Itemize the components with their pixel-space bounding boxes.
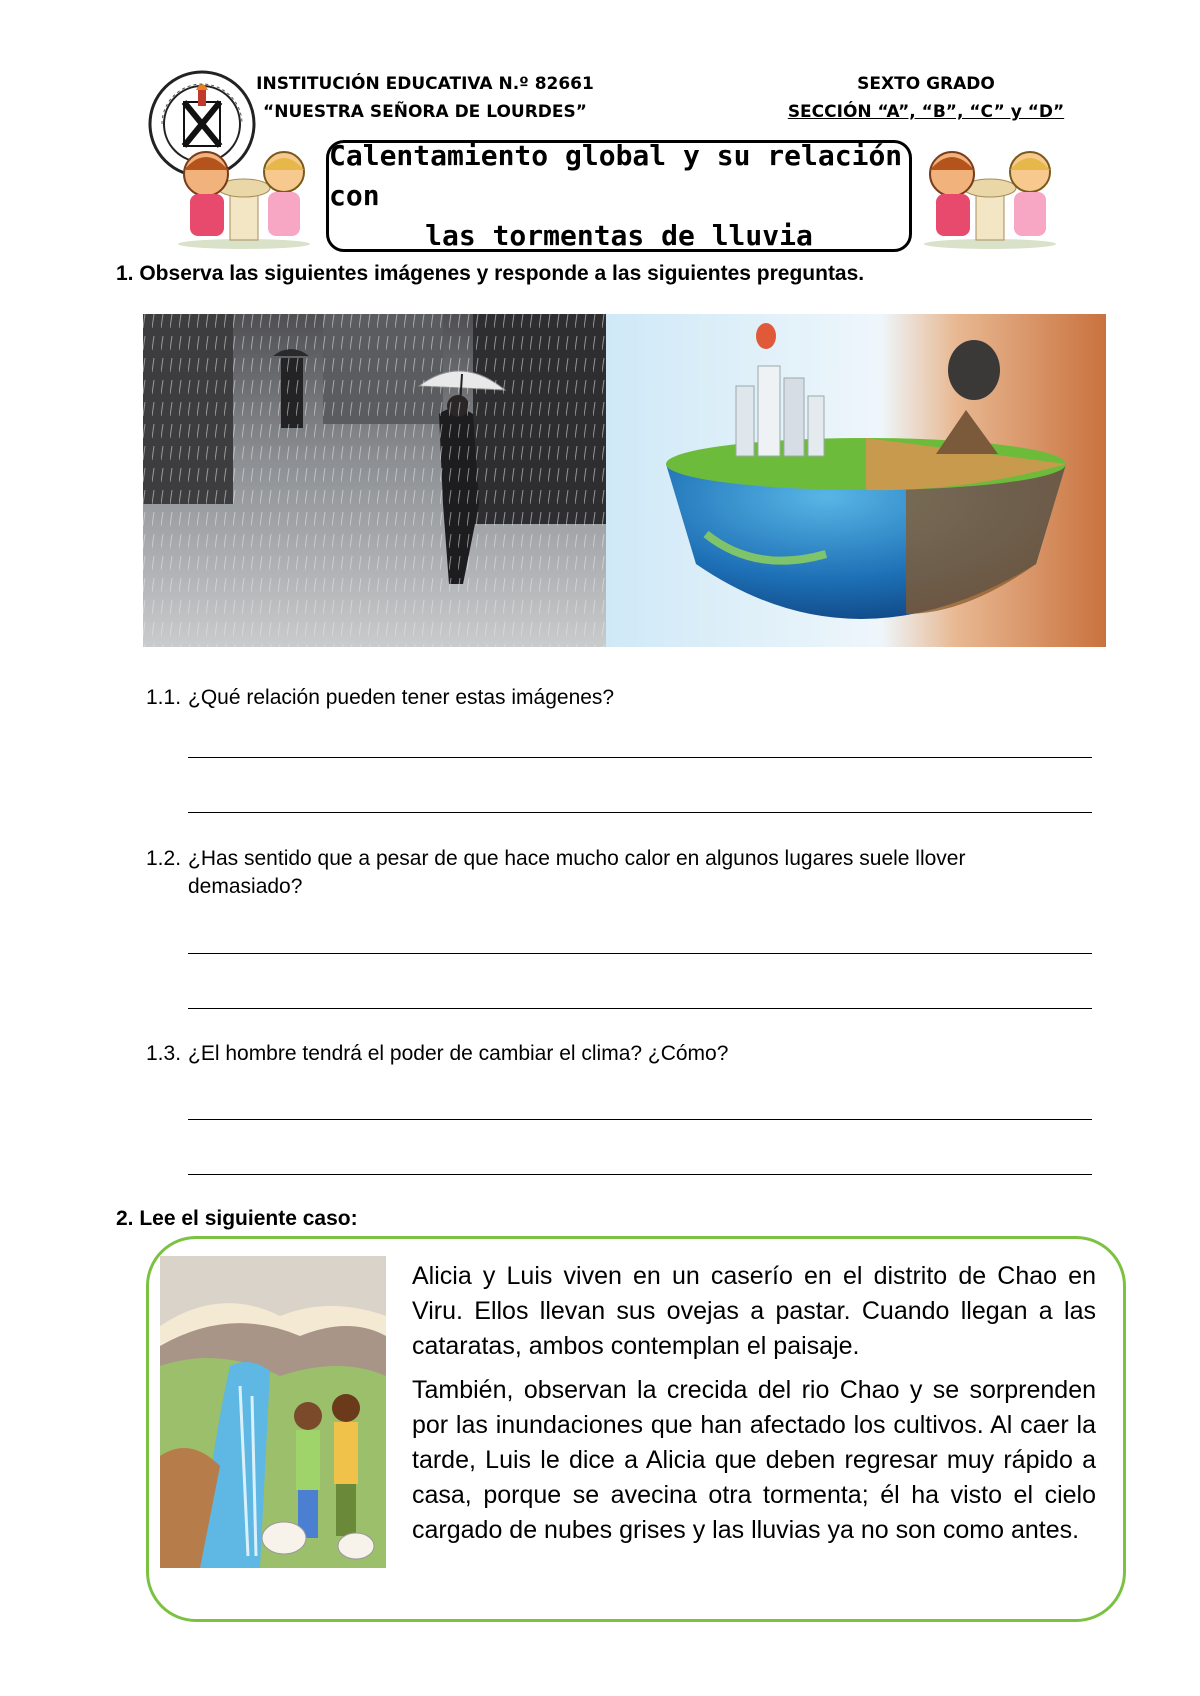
section2-heading: 2. Lee el siguiente caso: (116, 1207, 358, 1230)
section-label: SECCIÓN “A”, “B”, “C” y “D” (787, 102, 1065, 122)
question-1-2-number: 1.2. (146, 847, 182, 870)
story-paragraph-1: Alicia y Luis viven en un caserío en el distrito de Chao en Viru. Ellos llevan sus ovejas a pastar. Cuando llegan a las cataratas, ambos contemplan el paisaje. (412, 1262, 1096, 1360)
rain-photo (143, 314, 606, 647)
answer-line[interactable] (188, 953, 1092, 954)
question-1-1-text: ¿Qué relación pueden tener estas imágenes? (188, 686, 615, 709)
global-warming-earth-image (606, 314, 1106, 647)
answer-line[interactable] (188, 1008, 1092, 1009)
grade-label: SEXTO GRADO (857, 74, 995, 94)
answer-line[interactable] (188, 757, 1092, 758)
story-text (412, 1259, 1096, 1548)
question-1-3-text: ¿El hombre tendrá el poder de cambiar el clima? ¿Cómo? (188, 1042, 729, 1065)
waterfall-kids-illustration (160, 1256, 386, 1568)
answer-line[interactable] (188, 1119, 1092, 1120)
kids-washing-hands-illustration-right (916, 140, 1064, 250)
answer-line[interactable] (188, 812, 1092, 813)
school-subtitle: “NUESTRA SEÑORA DE LOURDES” (263, 102, 587, 122)
kids-washing-hands-illustration-left (170, 140, 318, 250)
school-name: INSTITUCIÓN EDUCATIVA N.º 82661 (256, 74, 594, 94)
question-1-3-number: 1.3. (146, 1042, 182, 1065)
answer-line[interactable] (188, 1174, 1092, 1175)
worksheet-title-box (326, 140, 912, 252)
worksheet-title-line2: las tormentas de lluvia (425, 219, 813, 252)
question-1-2-text-continued: demasiado? (188, 875, 303, 898)
story-paragraph-2: También, observan la crecida del rio Chao y se sorprenden por las inundaciones que han afectado los cultivos. Al caer la tarde, Luis le dice a Alicia que deben regresar muy rápido a casa, porque se avecina otra tormenta; él ha visto el cielo cargado de nubes grises y las lluvias ya no son como antes. (412, 1376, 1096, 1544)
question-1-2 (146, 845, 1096, 905)
section1-heading: 1. Observa las siguientes imágenes y responde a las siguientes preguntas. (116, 262, 865, 285)
worksheet-title-line1: Calentamiento global y su relación con (329, 139, 903, 212)
question-1-1-number: 1.1. (146, 686, 182, 709)
question-1-2-text: ¿Has sentido que a pesar de que hace mucho calor en algunos lugares suele llover (188, 847, 966, 870)
